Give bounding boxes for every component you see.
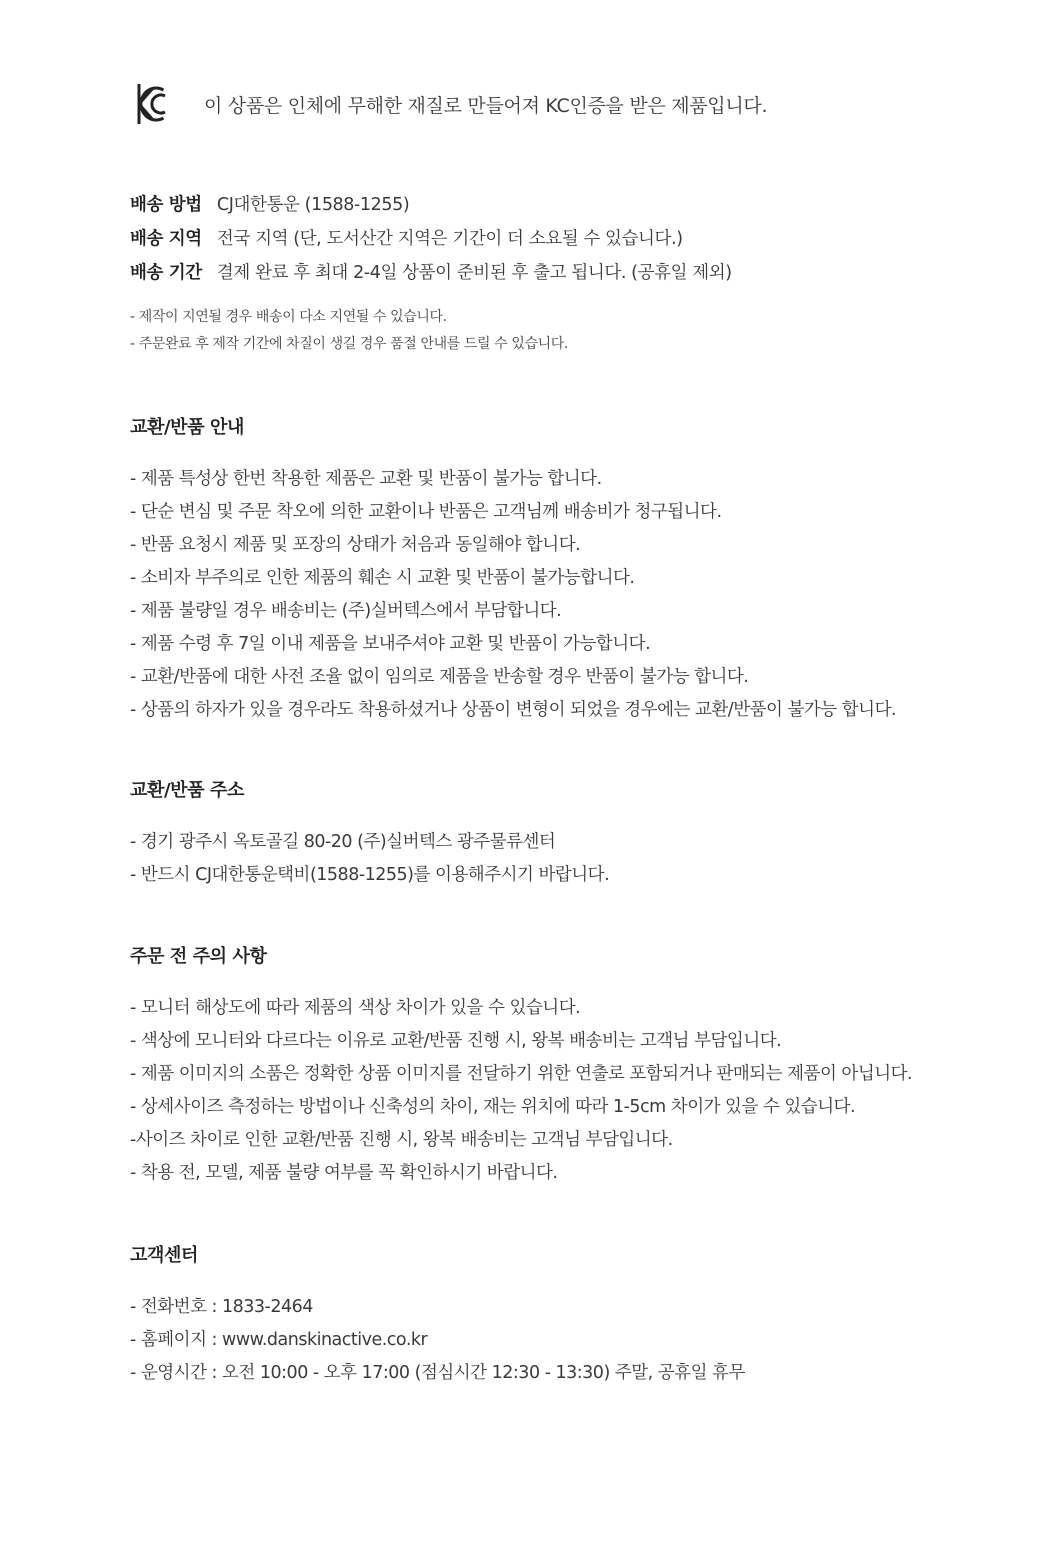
list-item: - 제품 특성상 한번 착용한 제품은 교환 및 반품이 불가능 합니다.: [130, 469, 602, 489]
shipping-method-value: CJ대한통운 (1588-1255): [216, 195, 410, 215]
shipping-method-row: [130, 188, 732, 222]
customer-center-section: [130, 1241, 745, 1390]
list-item: - 반드시 CJ대한통운택비(1588-1255)를 이용해주시기 바랍니다.: [130, 865, 610, 885]
list-item: -사이즈 차이로 인한 교환/반품 진행 시, 왕복 배송비는 고객님 부담입니다.: [130, 1130, 673, 1150]
section-title: 교환/반품 안내: [130, 417, 244, 438]
shipping-note: - 주문완료 후 제작 기간에 차질이 생길 경우 품절 안내를 드릴 수 있습니다.: [130, 336, 568, 352]
shipping-region-value: 전국 지역 (단, 도서산간 지역은 기간이 더 소요될 수 있습니다.): [216, 229, 683, 249]
shipping-period-label: 배송 기간: [130, 263, 202, 283]
list-item: - 제품 이미지의 소품은 정확한 상품 이미지를 전달하기 위한 연출로 포함되거나 판매되는 제품이 아닙니다.: [130, 1064, 913, 1084]
list-item: - 교환/반품에 대한 사전 조율 없이 임의로 제품을 반송할 경우 반품이 불가능 합니다.: [130, 667, 749, 687]
shipping-method-label: 배송 방법: [130, 195, 202, 215]
list-item: - 상품의 하자가 있을 경우라도 착용하셨거나 상품이 변형이 되었을 경우에는 교환/반품이 불가능 합니다.: [130, 700, 897, 720]
section-title: 고객센터: [130, 1245, 198, 1266]
kc-certification: [136, 80, 767, 128]
list-item: - 경기 광주시 옥토골길 80-20 (주)실버텍스 광주물류센터: [130, 832, 556, 852]
shipping-period-value: 결제 완료 후 최대 2-4일 상품이 준비된 후 출고 됩니다. (공휴일 제외): [216, 263, 732, 283]
phone-number: - 전화번호 : 1833-2464: [130, 1297, 313, 1317]
shipping-info: [130, 188, 732, 290]
exchange-address-section: [130, 776, 609, 892]
kc-statement: 이 상품은 인체에 무해한 재질로 만들어져 KC인증을 받은 제품입니다.: [204, 94, 768, 117]
list-item: - 착용 전, 모델, 제품 불량 여부를 꼭 확인하시기 바랍니다.: [130, 1163, 558, 1183]
shipping-region-row: [130, 222, 732, 256]
list-item: - 색상에 모니터와 다르다는 이유로 교환/반품 진행 시, 왕복 배송비는 고객님 부담입니다.: [130, 1031, 782, 1051]
list-item: - 모니터 해상도에 따라 제품의 색상 차이가 있을 수 있습니다.: [130, 998, 581, 1018]
list-item: - 단순 변심 및 주문 착오에 의한 교환이나 반품은 고객님께 배송비가 청구됩니다.: [130, 502, 722, 522]
operating-hours: - 운영시간 : 오전 10:00 - 오후 17:00 (점심시간 12:30 - 13:30) 주말, 공휴일 휴무: [130, 1363, 745, 1383]
shipping-region-label: 배송 지역: [130, 229, 202, 249]
shipping-note: - 제작이 지연될 경우 배송이 다소 지연될 수 있습니다.: [130, 309, 447, 325]
list-item: - 제품 불량일 경우 배송비는 (주)실버텍스에서 부담합니다.: [130, 601, 562, 621]
list-item: - 상세사이즈 측정하는 방법이나 신축성의 차이, 재는 위치에 따라 1-5cm 차이가 있을 수 있습니다.: [130, 1097, 856, 1117]
shipping-notes: [130, 304, 568, 358]
shipping-period-row: [130, 256, 732, 290]
section-title: 주문 전 주의 사항: [130, 946, 267, 967]
precautions-section: [130, 942, 912, 1190]
exchange-guide-section: [130, 413, 896, 727]
list-item: - 소비자 부주의로 인한 제품의 훼손 시 교환 및 반품이 불가능합니다.: [130, 568, 635, 588]
kc-mark-icon: [136, 80, 170, 128]
homepage-url: - 홈페이지 : www.danskinactive.co.kr: [130, 1330, 428, 1350]
list-item: - 반품 요청시 제품 및 포장의 상태가 처음과 동일해야 합니다.: [130, 535, 581, 555]
list-item: - 제품 수령 후 7일 이내 제품을 보내주셔야 교환 및 반품이 가능합니다.: [130, 634, 651, 654]
section-title: 교환/반품 주소: [130, 780, 244, 801]
